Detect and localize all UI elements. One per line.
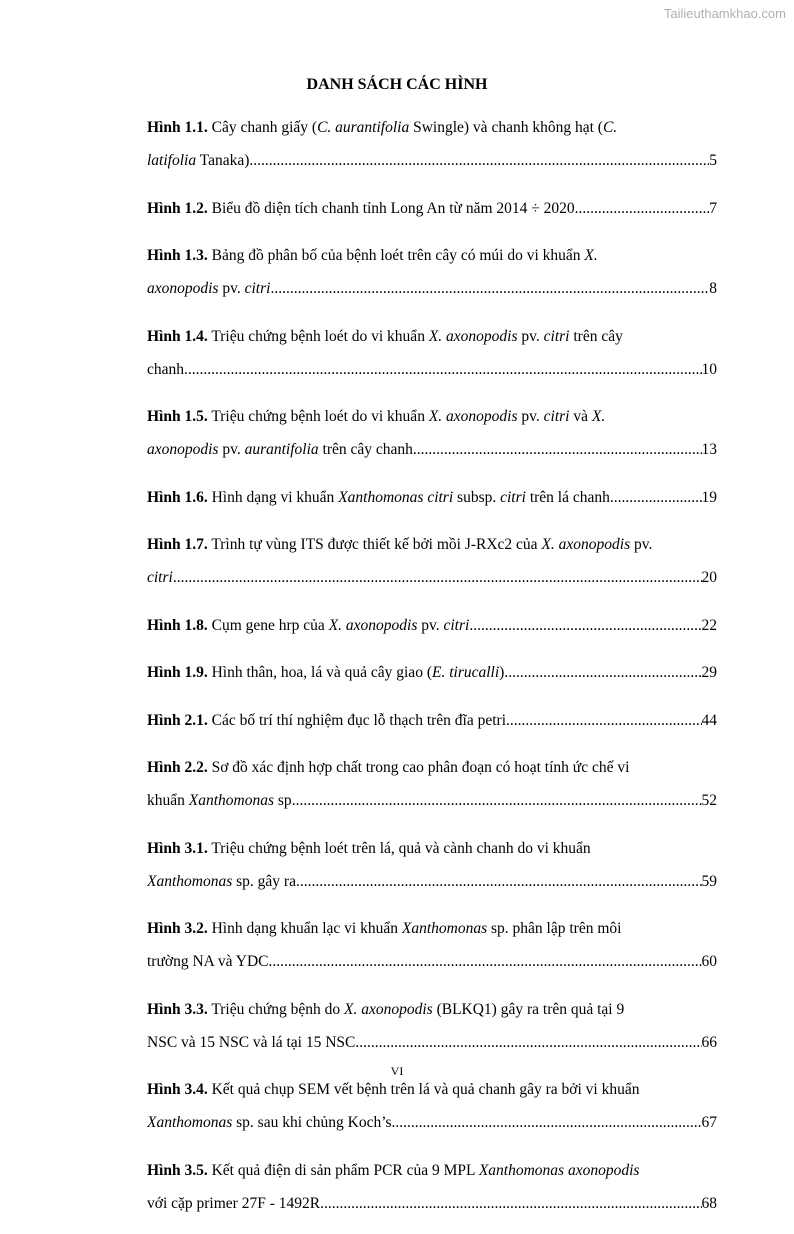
page-ref: 52 [701, 792, 717, 809]
italic-text: X. axonopodis [428, 408, 518, 425]
entry-text [147, 1187, 320, 1220]
entry-text-segment: và [569, 408, 592, 425]
entry-line [147, 400, 717, 433]
entry-line [147, 192, 717, 225]
entry-line [147, 1154, 717, 1187]
figure-entry[interactable] [147, 239, 717, 305]
italic-text: X. [591, 408, 606, 425]
dot-leader [506, 704, 701, 737]
entry-text [147, 759, 629, 776]
page-ref: 59 [701, 872, 717, 890]
entry-line [147, 751, 717, 784]
entry-text-segment: Sơ đồ xác định hợp chất trong cao phân đoạn có hoạt tính ức chế vi [207, 759, 630, 776]
entry-text [147, 609, 469, 642]
entry-text [147, 144, 249, 177]
entry-text [147, 704, 506, 737]
figure-label: Hình 1.3. [147, 247, 208, 264]
figure-entry[interactable] [147, 481, 717, 514]
entry-line [147, 481, 717, 514]
figure-label: Hình 1.9. [147, 664, 208, 681]
figure-label: Hình 3.4. [147, 1081, 208, 1098]
page-ref: 8 [709, 280, 717, 297]
entry-line [147, 1187, 717, 1220]
entry-text [147, 433, 413, 466]
entry-text-segment: pv. [417, 616, 444, 634]
figure-entry[interactable] [147, 528, 717, 594]
italic-text: citri [500, 488, 526, 506]
entry-line [147, 272, 717, 305]
figure-label: Hình 1.6. [147, 488, 208, 506]
figure-entry[interactable] [147, 704, 717, 737]
entry-text-segment: sp. phân lập trên môi [487, 920, 622, 937]
entry-text [147, 865, 296, 898]
figure-entry[interactable] [147, 993, 717, 1059]
entry-text-segment: chanh [147, 360, 185, 378]
italic-text: X. axonopodis [541, 536, 631, 553]
entry-line [147, 609, 717, 642]
page-ref: 67 [701, 1114, 717, 1131]
italic-text: citri [443, 616, 470, 634]
dot-leader [504, 656, 701, 689]
figure-label: Hình 2.2. [147, 759, 208, 776]
dot-leader [320, 1187, 701, 1220]
italic-text: axonopodis [147, 280, 219, 297]
dot-leader [610, 481, 702, 514]
page-ref: 13 [701, 441, 717, 458]
italic-text: X. axonopodis [328, 616, 418, 634]
entry-text-segment: Hình dạng vi khuẩn [207, 488, 339, 506]
entry-text [147, 1162, 639, 1179]
entry-text-segment: ) [499, 664, 505, 681]
entry-text [147, 561, 173, 594]
page-ref: 22 [701, 616, 717, 634]
figure-label: Hình 1.8. [147, 616, 208, 634]
entry-text-segment: Bảng đồ phân bố của bệnh loét trên cây có múi do vi khuẩn [207, 247, 585, 264]
italic-text: X. axonopodis [428, 327, 518, 345]
entry-text-segment: pv. [218, 280, 245, 297]
dot-leader [413, 433, 702, 466]
entry-text [147, 119, 617, 136]
entry-text-segment: Trình tự vùng ITS được thiết kế bởi mồi J-RXc2 của [207, 536, 542, 553]
figure-label: Hình 2.1. [147, 711, 208, 729]
figure-entry[interactable] [147, 192, 717, 225]
italic-text: latifolia [147, 152, 197, 169]
entry-text-segment: với cặp primer 27F - 1492R [147, 1194, 321, 1212]
entry-text-segment: Triệu chứng bệnh loét trên lá, quả và cành chanh do vi khuẩn [207, 839, 591, 857]
entry-text [147, 1081, 639, 1098]
italic-text: Xanthomonas axonopodis [478, 1161, 640, 1179]
entry-text-segment: khuẩn [147, 792, 189, 809]
figure-label: Hình 1.2. [147, 199, 208, 217]
entry-line [147, 1026, 717, 1059]
entry-text-segment: Triệu chứng bệnh loét do vi khuẩn [207, 408, 429, 425]
entry-text-segment: Cụm gene hrp của [207, 616, 329, 634]
entry-text-segment: trường NA và YDC [147, 953, 269, 970]
entry-text [147, 481, 610, 514]
entry-text-segment: trên cây chanh [318, 441, 413, 458]
italic-text: Xanthomonas [188, 792, 275, 809]
entry-text-segment: Kết quả điện di sản phẩm PCR của 9 MPL [207, 1161, 479, 1179]
entry-text [147, 1001, 624, 1018]
page-ref: 5 [709, 152, 717, 169]
entry-text [147, 328, 623, 345]
figure-entry[interactable] [147, 751, 717, 817]
entry-text [147, 353, 184, 386]
figure-entry[interactable] [147, 1154, 717, 1220]
watermark: Tailieuthamkhao.com [663, 6, 786, 21]
figure-label: Hình 3.1. [147, 839, 208, 857]
figure-label: Hình 1.4. [147, 327, 208, 345]
page-ref: 60 [701, 953, 717, 970]
italic-text: axonopodis [147, 441, 219, 458]
italic-text: C. aurantifolia [317, 119, 410, 136]
entry-text-segment: Hình thân, hoa, lá và quả cây giao ( [207, 664, 432, 681]
page-ref: 44 [701, 711, 717, 729]
entry-line [147, 144, 717, 177]
entry-text-segment: Triệu chứng bệnh loét do vi khuẩn [207, 327, 429, 345]
entry-line [147, 656, 717, 689]
dot-leader [269, 945, 702, 978]
entry-text-segment: sp [274, 792, 292, 809]
entry-text [147, 1026, 355, 1059]
entry-line [147, 945, 717, 978]
entry-text-segment: pv. [517, 408, 544, 425]
italic-text: C. [602, 119, 618, 136]
dot-leader [270, 272, 709, 305]
italic-text: citri [147, 569, 173, 586]
italic-text: citri [543, 408, 570, 425]
figure-entry[interactable] [147, 111, 717, 177]
entry-line [147, 239, 717, 272]
figure-entry[interactable] [147, 656, 717, 689]
italic-text: aurantifolia [244, 441, 319, 458]
entry-text-segment: (BLKQ1) gây ra trên quả tại 9 [432, 1000, 625, 1018]
entry-text [147, 656, 504, 689]
italic-text: Xanthomonas [401, 920, 488, 937]
entry-line [147, 111, 717, 144]
entry-text-segment: Tanaka) [196, 152, 250, 169]
entry-line [147, 353, 717, 386]
entry-text-segment: Triệu chứng bệnh do [207, 1000, 345, 1018]
page-ref: 29 [701, 664, 717, 681]
entry-line [147, 993, 717, 1026]
entry-line [147, 784, 717, 817]
entry-text-segment: Swingle) và chanh không hạt ( [409, 119, 603, 136]
figure-entry[interactable] [147, 400, 717, 466]
figure-label: Hình 1.1. [147, 119, 208, 136]
figure-entry[interactable] [147, 832, 717, 898]
entry-text [147, 408, 605, 425]
page-ref: 10 [701, 360, 717, 378]
dot-leader [575, 192, 710, 225]
entry-text [147, 945, 269, 978]
figure-label: Hình 3.5. [147, 1161, 208, 1179]
entry-text-segment: pv. [630, 536, 653, 553]
dot-leader [184, 353, 701, 386]
entry-line [147, 528, 717, 561]
entry-text-segment: Biểu đồ diện tích chanh tỉnh Long An từ năm 2014 ÷ 2020 [207, 199, 575, 217]
figure-label: Hình 1.7. [147, 536, 208, 553]
entry-text-segment: pv. [218, 441, 245, 458]
italic-text: citri [244, 280, 271, 297]
dot-leader [296, 865, 702, 898]
figure-label: Hình 3.3. [147, 1000, 208, 1018]
entry-line [147, 704, 717, 737]
entry-text [147, 840, 591, 857]
entry-text-segment: Kết quả chụp SEM vết bệnh trên lá và quả chanh gây ra bởi vi khuẩn [207, 1081, 640, 1098]
entry-text [147, 920, 621, 937]
page-title: DANH SÁCH CÁC HÌNH [306, 76, 488, 93]
entry-text-segment: trên lá chanh [525, 488, 610, 506]
figure-entry[interactable] [147, 912, 717, 978]
entry-text-segment: pv. [517, 327, 544, 345]
italic-text: citri [543, 327, 570, 345]
figure-label: Hình 3.2. [147, 920, 208, 937]
entry-text-segment: NSC và 15 NSC và lá tại 15 NSC [147, 1033, 356, 1051]
entry-line [147, 912, 717, 945]
dot-leader [469, 609, 701, 642]
italic-text: E. tirucalli [431, 664, 500, 681]
italic-text: X. [584, 247, 598, 264]
entry-text [147, 272, 270, 305]
dot-leader [355, 1026, 701, 1059]
entry-text-segment: Hình dạng khuẩn lạc vi khuẩn [207, 920, 402, 937]
entry-line [147, 433, 717, 466]
entry-text [147, 784, 292, 817]
entry-text [147, 192, 575, 225]
figure-entry[interactable] [147, 320, 717, 386]
dot-leader [249, 144, 709, 177]
figure-label: Hình 1.5. [147, 408, 208, 425]
entry-text [147, 247, 598, 264]
entry-text-segment: Các bố trí thí nghiệm đục lỗ thạch trên đĩa petri [207, 711, 507, 729]
italic-text: Xanthomonas [147, 872, 233, 890]
entry-line [147, 320, 717, 353]
page-ref: 19 [701, 488, 717, 506]
entry-text [147, 536, 652, 553]
entry-text-segment: subsp. [453, 488, 501, 506]
figure-entry[interactable] [147, 1073, 717, 1139]
entry-line [147, 865, 717, 898]
page-ref: 20 [701, 569, 717, 586]
entry-line [147, 832, 717, 865]
page-ref: 66 [701, 1033, 717, 1051]
italic-text: Xanthomonas [147, 1114, 233, 1131]
page-ref: 68 [701, 1194, 717, 1212]
italic-text: X. axonopodis [344, 1000, 433, 1018]
dot-leader [173, 561, 702, 594]
page-ref: 7 [709, 199, 717, 217]
entry-text-segment: trên cây [569, 327, 623, 345]
entry-text-segment: Cây chanh giấy ( [207, 119, 318, 136]
figure-entry[interactable] [147, 609, 717, 642]
entry-text-segment: sp. gây ra [232, 872, 296, 890]
entry-line [147, 561, 717, 594]
dot-leader [292, 784, 702, 817]
page-number: VI [390, 1064, 404, 1078]
italic-text: Xanthomonas citri [338, 488, 454, 506]
entry-text-segment: sp. sau khi chủng Koch’s [232, 1114, 392, 1131]
